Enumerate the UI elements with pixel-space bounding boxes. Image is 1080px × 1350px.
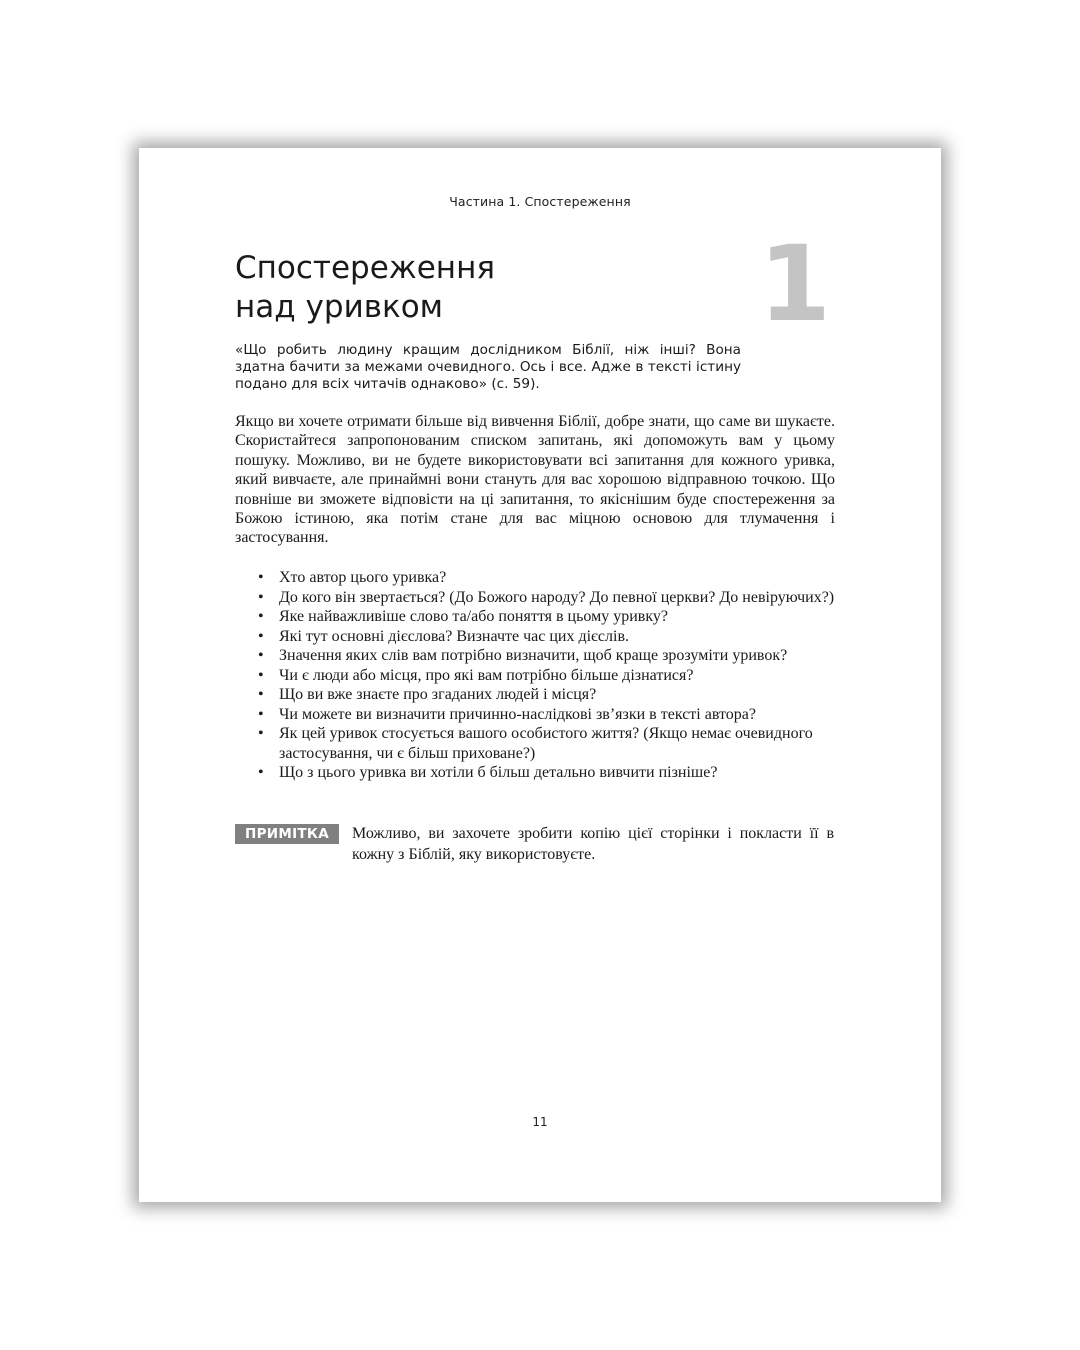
list-item-text: Значення яких слів вам потрібно визначити, щоб краще зрозуміти уривок?: [279, 647, 788, 664]
bullet-icon: •: [258, 647, 264, 664]
bullet-icon: •: [258, 569, 264, 586]
bullet-icon: •: [258, 588, 264, 606]
bullet-icon: •: [258, 608, 264, 625]
body-paragraph: Якщо ви хочете отримати більше від вивчення Біблії, добре знати, що саме ви шукаєте. Скористайтеся запропонованим списком запитань, які допоможуть вам у цьому пошуку. Можливо, ви не будете використовувати всі запитання для кожного уривка, який вивчаєте, але принаймні вони стануть для вас хорошою відправною точкою. Що повніше ви зможете відповісти на ці запитання, то якіснішим буде спостереження за Божою істиною, яка потім стане для вас міцною основою для тлумачення і застосування.: [235, 413, 835, 547]
bullet-icon: •: [258, 627, 264, 645]
list-item: [235, 627, 855, 647]
list-item: [235, 607, 855, 627]
epigraph: «Що робить людину кращим дослідником Біблії, ніж інші? Вона здатна бачити за межами очевидного. Ось і все. Адже в тексті істину подано для всіх читачів однаково» (с. 59).: [235, 342, 741, 392]
list-item-text: Хто автор цього уривка?: [279, 569, 447, 586]
chapter-title: [235, 249, 495, 327]
list-item: [235, 588, 855, 608]
chapter-title-line-2: над уривком: [235, 289, 444, 325]
question-list: [235, 568, 855, 783]
chapter-number: 1: [758, 223, 831, 345]
list-item-text: Яке найважливіше слово та/або поняття в цьому уривку?: [279, 608, 668, 625]
list-item: [235, 685, 855, 705]
list-item: [235, 705, 855, 725]
list-item-text: Чи можете ви визначити причинно-наслідкові зв’язки в тексті автора?: [279, 705, 756, 723]
list-item-text: Що з цього уривка ви хотіли б більш детально вивчити пізніше?: [279, 764, 718, 781]
list-item-text: Які тут основні дієслова? Визначте час цих дієслів.: [279, 627, 630, 645]
list-item: [235, 666, 855, 686]
note-label-badge: ПРИМІТКА: [235, 824, 339, 844]
bullet-icon: •: [258, 764, 264, 781]
list-item-text: Як цей уривок стосується вашого особистого життя? (Якщо немає очевидного застосування, чи є більш приховане?): [279, 725, 813, 762]
list-item-text: До кого він звертається? (До Божого народу? До певної церкви? До невіруючих?): [279, 588, 835, 606]
list-item: [235, 724, 855, 763]
list-item-text: Чи є люди або місця, про які вам потрібно більше дізнатися?: [279, 666, 694, 684]
bullet-icon: •: [258, 705, 264, 723]
bullet-icon: •: [258, 686, 264, 703]
list-item-text: Що ви вже знаєте про згаданих людей і місця?: [279, 686, 597, 703]
list-item: [235, 763, 855, 783]
page-number: 11: [532, 1115, 548, 1129]
running-head: Частина 1. Спостереження: [449, 194, 631, 209]
bullet-icon: •: [258, 666, 264, 684]
book-page: [139, 148, 941, 1202]
chapter-title-line-1: Спостереження: [235, 250, 495, 286]
list-item: [235, 568, 855, 588]
note-text: Можливо, ви захочете зробити копію цієї сторінки і покласти її в кожну з Біблій, яку використовуєте.: [352, 825, 834, 863]
list-item: [235, 646, 855, 666]
bullet-icon: •: [258, 725, 264, 742]
